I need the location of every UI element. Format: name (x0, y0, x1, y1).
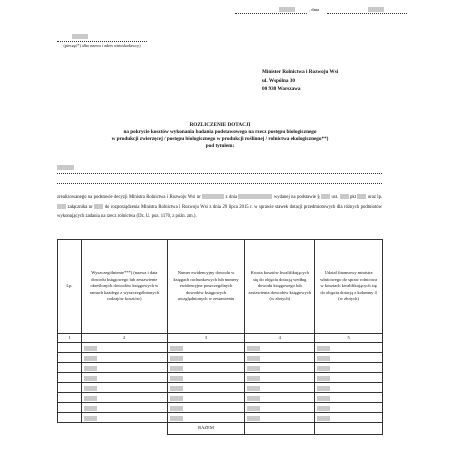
table-cell[interactable] (58, 383, 82, 393)
table-cell[interactable] (58, 373, 82, 383)
total-row (58, 423, 383, 435)
table-cell[interactable] (315, 363, 383, 373)
redaction-block (317, 386, 330, 391)
redaction-block (170, 376, 183, 381)
redaction-block (247, 346, 260, 351)
date-field[interactable] (327, 7, 407, 14)
table-header-row (58, 240, 383, 334)
redaction-block (247, 396, 260, 401)
table-row (58, 393, 383, 403)
table-cell[interactable] (315, 413, 383, 423)
redaction-block (247, 416, 260, 421)
table-cell[interactable] (167, 363, 245, 373)
table-cell[interactable] (167, 393, 245, 403)
document-heading (70, 122, 370, 150)
column-number: 2 (81, 334, 167, 343)
redaction-block (317, 356, 330, 361)
redaction-block (84, 396, 97, 401)
table-cell[interactable] (81, 403, 167, 413)
redaction-block (94, 204, 103, 209)
table-row (58, 353, 383, 363)
table-cell[interactable] (58, 413, 82, 423)
table-cell[interactable] (167, 343, 245, 353)
column-number: 3 (167, 334, 245, 343)
header-eligible-cost: Kwota kosztów kwalifikujących się do objęcia dotacją według dowodu księgowego lub zestawienia dowodów księgowych (w złotych) (245, 240, 315, 334)
redaction-block (84, 346, 97, 351)
table-cell[interactable] (315, 353, 383, 363)
table-cell[interactable] (245, 413, 315, 423)
table-cell[interactable] (81, 353, 167, 363)
redaction-block (357, 194, 366, 199)
table-row (58, 383, 383, 393)
redaction-block (84, 366, 97, 371)
redaction-block (340, 194, 349, 199)
body-text-part: ust. (331, 195, 339, 200)
table-cell[interactable] (58, 393, 82, 403)
redaction-block (170, 416, 183, 421)
table-cell[interactable] (315, 343, 383, 353)
body-text-part: z dnia (225, 195, 238, 200)
table-cell[interactable] (245, 353, 315, 363)
table-cell[interactable] (167, 383, 245, 393)
heading-line-2: w produkcji zwierzęcej / postępu biologicznego w produkcji roślinnej / rolnictwa ekologicznego**) (111, 135, 329, 142)
column-number: 4 (245, 334, 315, 343)
table-cell[interactable] (81, 373, 167, 383)
redaction-block (72, 34, 88, 39)
table-cell[interactable] (245, 383, 315, 393)
column-number: 1 (58, 334, 82, 343)
column-number-row (58, 334, 383, 343)
table-cell[interactable] (58, 343, 82, 353)
table-cell[interactable] (315, 383, 383, 393)
heading-line-3: pod tytułem: (205, 142, 235, 149)
redaction-block (84, 356, 97, 361)
header-description: Wyszczególnienie***) (nazwa i data dowodu księgowego lub zestawienie określonych dowodów księgowych w ramach każdego z wyszczególnionych rodzajów kosztów) (81, 240, 167, 334)
redaction-block (170, 346, 183, 351)
redaction-block (170, 406, 183, 411)
title-field-continuation[interactable] (57, 178, 382, 184)
header-record-number: Numer ewidencyjny dowodu w księgach rachunkowych lub numery ewidencyjne poszczególnych dowodów księgowych uwzględnionych w zestawieniu (167, 240, 245, 334)
total-cost-cell[interactable] (245, 423, 315, 435)
redaction-block (247, 376, 260, 381)
table-row (58, 413, 383, 423)
table-cell[interactable] (167, 413, 245, 423)
addressee-block (262, 68, 338, 94)
table-cell[interactable] (81, 343, 167, 353)
table-cell[interactable] (167, 373, 245, 383)
header-lp: Lp. (58, 240, 82, 334)
table-cell[interactable] (167, 403, 245, 413)
empty-cell (81, 423, 167, 435)
total-label: RAZEM (167, 423, 245, 435)
addressee-street: ul. Wspólna 30 (262, 77, 295, 84)
body-paragraph (57, 193, 382, 222)
redaction-block (202, 194, 224, 199)
table-cell[interactable] (245, 393, 315, 403)
redaction-block (368, 7, 384, 12)
document-title: ROZLICZENIE DOTACJI (189, 122, 251, 128)
body-text-part: do rozporządzenia Ministra Rolnictwa i Rozwoju Wsi z dnia 29 lipca 2015 r. w sprawie stawek dotacji przedmiotowych dla różnych podmiotów wykonujących zadania na rzecz rolnictwa (Dz. U. poz. 1170, z późn. zm.). (57, 204, 383, 219)
redaction-block (247, 356, 260, 361)
redaction-block (170, 396, 183, 401)
table-cell[interactable] (245, 343, 315, 353)
total-share-cell[interactable] (315, 423, 383, 435)
redaction-block (57, 204, 66, 209)
table-cell[interactable] (81, 413, 167, 423)
table-body (58, 343, 383, 423)
body-text-part: pkt (350, 195, 357, 200)
redaction-block (84, 386, 97, 391)
redaction-block (170, 356, 183, 361)
redaction-block (317, 346, 330, 351)
header-minister-share: Udział finansowy ministra właściwego do spraw rolnictwa w kosztach kwalifikujących się do objęcia dotacją z kolumny 4 (w złotych) (315, 240, 383, 334)
applicant-stamp (57, 34, 147, 48)
redaction-block (84, 376, 97, 381)
settlement-table (57, 239, 383, 435)
body-text-part: załącznika nr (67, 204, 93, 210)
table-cell[interactable] (245, 363, 315, 373)
table-row (58, 363, 383, 373)
heading-line-1: na pokrycie kosztów wykonania badania podstawowego na rzecz postępu biologicznego (123, 128, 317, 135)
redaction-block (170, 386, 183, 391)
redaction-block (247, 406, 260, 411)
table-cell[interactable] (245, 373, 315, 383)
redaction-block (84, 406, 97, 411)
table-cell[interactable] (58, 403, 82, 413)
date-separator: , dnia (309, 7, 320, 12)
table-cell[interactable] (58, 363, 82, 373)
table-row (58, 343, 383, 353)
redaction-block (317, 366, 330, 371)
table-cell[interactable] (81, 383, 167, 393)
redaction-block (317, 376, 330, 381)
title-field[interactable] (57, 165, 382, 174)
redaction-block (317, 416, 330, 421)
table-cell[interactable] (315, 403, 383, 413)
redaction-block (247, 366, 260, 371)
redaction-block (247, 386, 260, 391)
table-row (58, 403, 383, 413)
table-cell[interactable] (315, 373, 383, 383)
place-date-line (235, 7, 407, 16)
redaction-block (279, 7, 295, 12)
redaction-block (317, 406, 330, 411)
redaction-block (170, 366, 183, 371)
table-cell[interactable] (81, 363, 167, 373)
table-cell[interactable] (58, 353, 82, 363)
body-text-part: zrealizowanego na podstawie decyzji Ministra Rolnictwa i Rozwoju Wsi nr (57, 195, 201, 200)
empty-cell (58, 423, 82, 435)
body-text-part: wydanej na podstawie § (273, 195, 320, 200)
redaction-block (317, 396, 330, 401)
table-cell[interactable] (81, 393, 167, 403)
applicant-field[interactable] (57, 34, 147, 42)
addressee-city: 00 930 Warszawa (262, 86, 301, 93)
stamp-caption: (pieczęć*) albo nazwa i adres wnioskodawcy) (63, 43, 141, 48)
table-cell[interactable] (245, 403, 315, 413)
redaction-block (321, 194, 330, 199)
body-text-part: oraz lp. (367, 195, 383, 200)
table-cell[interactable] (315, 393, 383, 403)
table-row (58, 373, 383, 383)
redaction-block (84, 416, 97, 421)
redaction-block (238, 194, 272, 199)
column-number: 5 (315, 334, 383, 343)
redaction-block (57, 165, 74, 170)
addressee-name: Minister Rolnictwa i Rozwoju Wsi (262, 69, 339, 75)
table-cell[interactable] (167, 353, 245, 363)
place-field[interactable] (235, 7, 307, 14)
